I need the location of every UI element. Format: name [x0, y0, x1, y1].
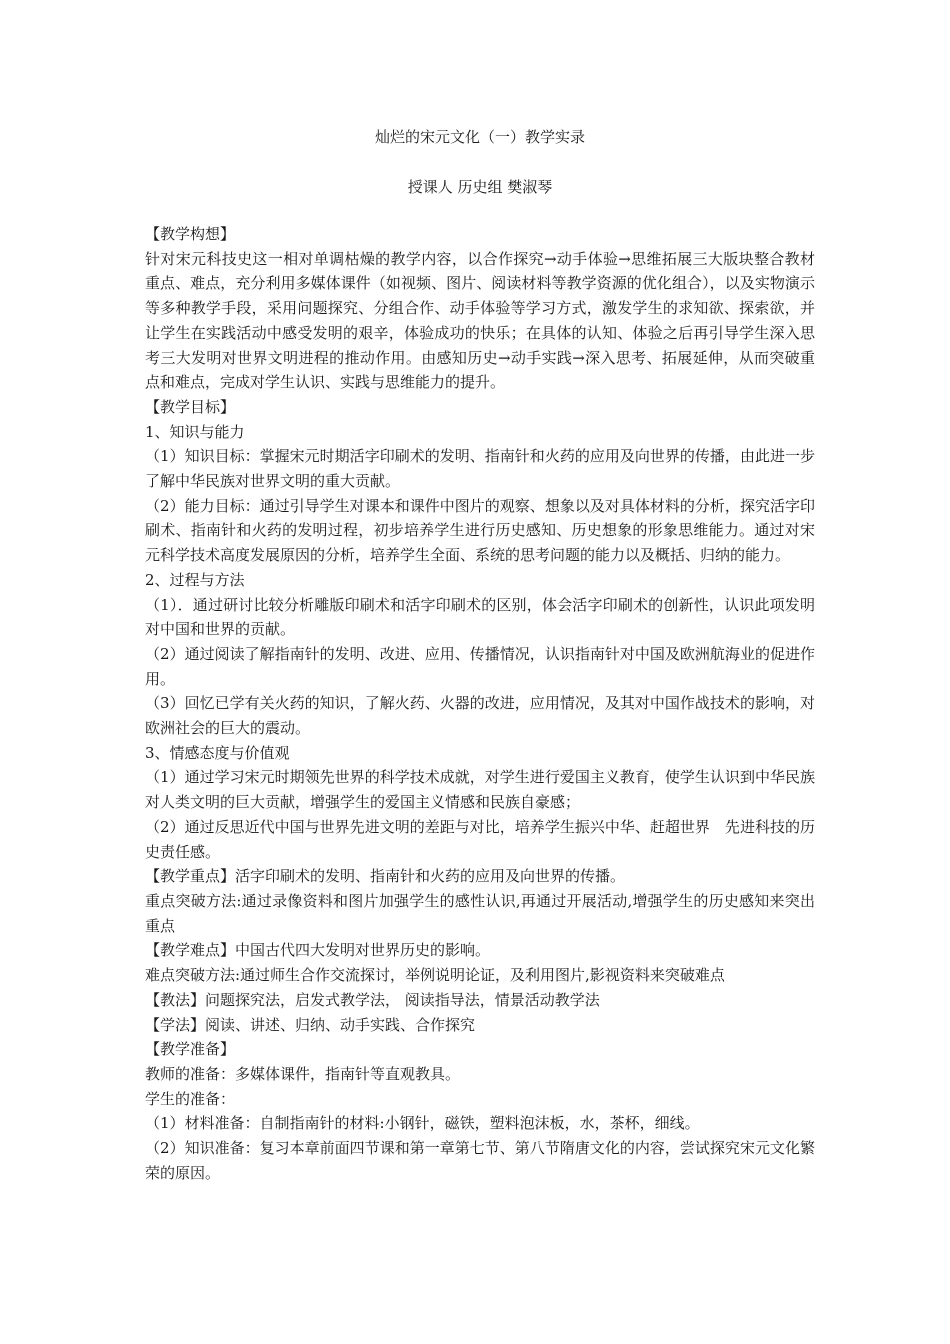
document-body	[145, 222, 815, 1185]
paragraph-material-prep: （1）材料准备：自制指南针的材料:小钢针，磁铁，塑料泡沫板，水，茶杯，细线。	[145, 1114, 700, 1133]
section-heading-goals: 【教学目标】	[145, 397, 236, 416]
paragraph-knowledge-goal: （1）知识目标：掌握宋元时期活字印刷术的发明、指南针和火药的应用及向世界的传播，由此进一步了解中华民族对世界文明的重大贡献。	[145, 447, 815, 491]
document-page	[145, 120, 815, 1185]
document-title: 灿烂的宋元文化（一）教学实录	[374, 128, 585, 146]
subheading-process: 2、过程与方法	[145, 570, 245, 589]
paragraph-process-1: （1）．通过研讨比较分析雕版印刷术和活字印刷术的区别，体会活字印刷术的创新性，认识此项发明对中国和世界的贡献。	[145, 595, 815, 639]
paragraph-process-2: （2）通过阅读了解指南针的发明、改进、应用、传播情况，认识指南针对中国及欧洲航海业的促进作用。	[145, 644, 815, 688]
section-heading-preparation: 【教学准备】	[145, 1040, 236, 1059]
paragraph-teacher-prep: 教师的准备：多媒体课件，指南针等直观教具。	[145, 1064, 461, 1083]
paragraph-teaching-method: 【教法】问题探究法，启发式教学法， 阅读指导法，情景活动教学法	[145, 990, 600, 1009]
paragraph-ability-goal: （2）能力目标：通过引导学生对课本和课件中图片的观察、想象以及对具体材料的分析，探究活字印刷术、指南针和火药的发明过程，初步培养学生进行历史感知、历史想象的形象思维能力。通过对宋元科学技术高度发展原因的分析，培养学生全面、系统的思考问题的能力以及概括、归纳的能力。	[145, 496, 815, 565]
paragraph-attitude-2: （2）通过反思近代中国与世界先进文明的差距与对比，培养学生振兴中华、赶超世界 先进科技的历史责任感。	[145, 817, 815, 861]
paragraph-difficulty-method: 难点突破方法:通过师生合作交流探讨，举例说明论证，及利用图片,影视资料来突破难点	[145, 966, 725, 985]
paragraph-difficulty: 【教学难点】中国古代四大发明对世界历史的影响。	[145, 941, 491, 960]
section-heading-concept: 【教学构想】	[145, 225, 236, 243]
paragraph-process-3: （3）回忆已学有关火药的知识，了解火药、火器的改进，应用情况，及其对中国作战技术的影响，对欧洲社会的巨大的震动。	[145, 694, 815, 738]
paragraph-attitude-1: （1）通过学习宋元时期领先世界的科学技术成就，对学生进行爱国主义教育，使学生认识到中华民族对人类文明的巨大贡献，增强学生的爱国主义情感和民族自豪感；	[145, 768, 815, 812]
paragraph-key-point: 【教学重点】活字印刷术的发明、指南针和火药的应用及向世界的传播。	[145, 867, 626, 886]
paragraph-learning-method: 【学法】阅读、讲述、归纳、动手实践、合作探究	[145, 1015, 476, 1034]
subheading-attitude: 3、情感态度与价值观	[145, 743, 290, 762]
paragraph-concept: 针对宋元科技史这一相对单调枯燥的教学内容，以合作探究→动手体验→思维拓展三大版块整合教材重点、难点，充分利用多媒体课件（如视频、图片、阅读材料等教学资源的优化组合），以及实物演示等多种教学手段，采用问题探究、分组合作、动手体验等学习方式，激发学生的求知欲、探索欲，并让学生在实践活动中感受发明的艰辛，体验成功的快乐；在具体的认知、体验之后再引导学生深入思考三大发明对世界文明进程的推动作用。由感知历史→动手实践→深入思考、拓展延伸，从而突破重点和难点，完成对学生认识、实践与思维能力的提升。	[145, 249, 815, 392]
subheading-knowledge: 1、知识与能力	[145, 422, 245, 441]
paragraph-student-prep: 学生的准备：	[145, 1089, 236, 1108]
paragraph-knowledge-prep: （2）知识准备：复习本章前面四节课和第一章第七节、第八节隋唐文化的内容，尝试探究宋元文化繁荣的原因。	[145, 1139, 815, 1182]
author-line: 授课人 历史组 樊淑琴	[407, 178, 553, 196]
paragraph-key-point-method: 重点突破方法:通过录像资料和图片加强学生的感性认识,再通过开展活动,增强学生的历史感知来突出重点	[145, 891, 815, 935]
